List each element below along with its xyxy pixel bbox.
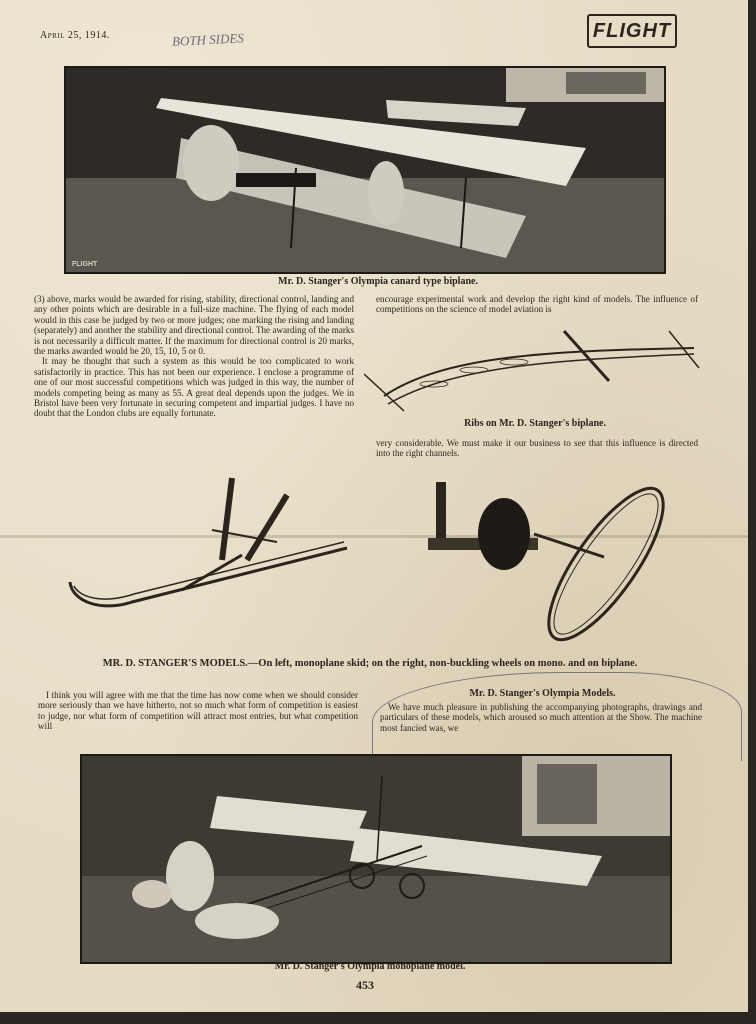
paragraph: I think you will agree with me that the time has now come when we should consider more seriously than we have hitherto, not so much what form of competition is easiest to judge, nor what form of competition will attract most entries, but what competition will bbox=[38, 690, 358, 732]
issue-date: April 25, 1914. bbox=[40, 30, 110, 41]
photo-credit: FLIGHT bbox=[72, 261, 98, 268]
left-column-text bbox=[34, 294, 354, 419]
handwritten-note: BOTH SIDES bbox=[171, 30, 245, 49]
ribs-drawing bbox=[364, 326, 704, 416]
right-column-text bbox=[376, 294, 698, 315]
bottom-left-text bbox=[38, 690, 358, 732]
monoplane-model-photo bbox=[80, 754, 672, 964]
non-buckling-wheel-drawing bbox=[424, 472, 674, 657]
paragraph: We have much pleasure in publishing the accompanying photographs, drawings and particulars of these models, which aroused so much attention at the Show. The machine most fancied was, we bbox=[380, 702, 702, 733]
flight-masthead-logo: FLIGHT bbox=[587, 14, 677, 48]
paragraph: very considerable. We must make it our business to see that this influence is directed into the right channels. bbox=[376, 438, 698, 459]
paragraph: It may be thought that such a system as this would be too complicated to work satisfactorily in practice. This has not been our experience. I enclose a programme of one of our most successful competitions which was judged in this way, the number of models competing being as many as 55. A great deal depends upon the judges. We in Bristol have been very fortunate in securing competent and impartial judges. I have no doubt that the London clubs are equally fortunate. bbox=[34, 356, 354, 419]
bottom-photo-caption: Mr. D. Stanger's Olympia monoplane model. bbox=[274, 961, 466, 972]
bottom-right-text bbox=[380, 702, 702, 733]
top-photo-caption: Mr. D. Stanger's Olympia canard type biplane. bbox=[278, 276, 478, 287]
olympia-models-heading: Mr. D. Stanger's Olympia Models. bbox=[469, 688, 616, 699]
ribs-caption: Ribs on Mr. D. Stanger's biplane. bbox=[464, 418, 606, 429]
monoplane-illustration bbox=[82, 756, 670, 962]
monoplane-skid-drawing bbox=[62, 470, 352, 620]
section-title: MR. D. STANGER'S MODELS.—On left, monoplane skid; on the right, non-buckling wheels on mono. and on biplane. bbox=[102, 658, 638, 669]
biplane-illustration bbox=[66, 68, 664, 272]
paragraph: encourage experimental work and develop the right kind of models. The influence of competitions on the science of model aviation is bbox=[376, 294, 698, 315]
canard-biplane-photo bbox=[64, 66, 666, 274]
paragraph: (3) above, marks would be awarded for rising, stability, directional control, landing and any other points which are desirable in a full-size machine. The flying of each model would in this case be judged by two or more judges; one marking the rising and landing (separately) and another the stability and directional control. The awarding of the marks is not necessarily a difficult matter. If the maximum for directional control is 20 marks, the marks awarded would be 20, 15, 10, 5 or 0. bbox=[34, 294, 354, 357]
page-number: 453 bbox=[356, 978, 374, 992]
right-column-text-continued bbox=[376, 438, 698, 459]
